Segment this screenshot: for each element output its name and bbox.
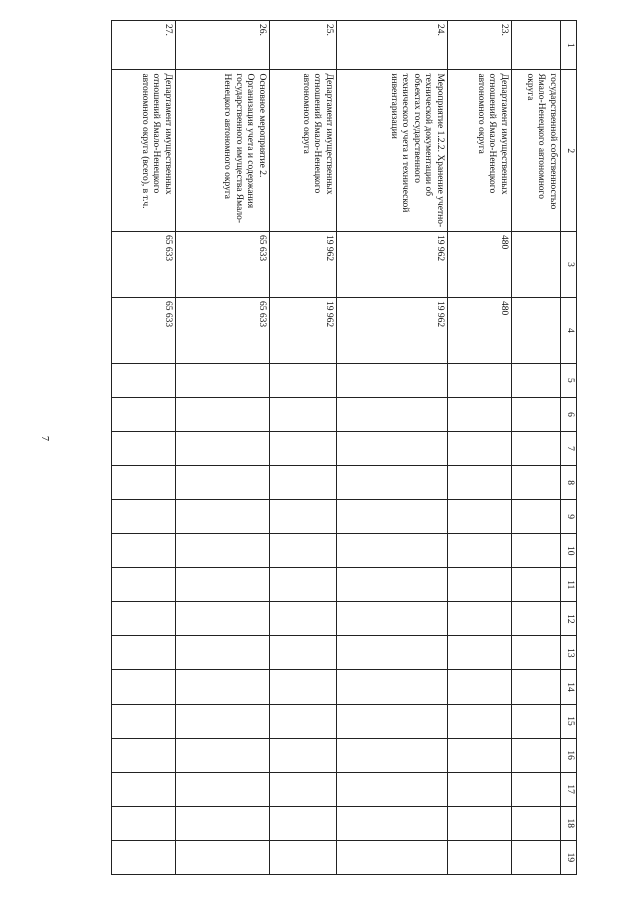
empty-cell: [512, 363, 561, 397]
column-header: 6: [561, 397, 577, 431]
empty-cell: [512, 806, 561, 840]
empty-cell: [337, 363, 448, 397]
empty-cell: [270, 806, 337, 840]
column-header: 11: [561, 568, 577, 602]
page-number: 7: [39, 436, 50, 441]
empty-cell: [337, 806, 448, 840]
cell-col3: 65 633: [112, 232, 176, 298]
empty-cell: [337, 432, 448, 466]
row-number: 23.: [448, 21, 512, 70]
empty-cell: [512, 466, 561, 500]
empty-cell: [112, 636, 176, 670]
column-header: 19: [561, 840, 577, 874]
column-header: 8: [561, 466, 577, 500]
empty-cell: [112, 772, 176, 806]
empty-cell: [337, 670, 448, 704]
empty-cell: [512, 500, 561, 534]
empty-cell: [176, 397, 270, 431]
row-number: 26.: [176, 21, 270, 70]
empty-cell: [176, 806, 270, 840]
empty-cell: [270, 466, 337, 500]
empty-cell: [270, 568, 337, 602]
rotated-table-container: [110, 20, 577, 875]
empty-cell: [270, 704, 337, 738]
empty-cell: [337, 704, 448, 738]
row-number: 24.: [337, 21, 448, 70]
column-header: 2: [561, 70, 577, 232]
empty-cell: [448, 670, 512, 704]
empty-cell: [337, 466, 448, 500]
empty-cell: [176, 704, 270, 738]
empty-cell: [176, 500, 270, 534]
empty-cell: [112, 534, 176, 568]
table-row: [337, 21, 448, 875]
column-header: 3: [561, 232, 577, 298]
empty-cell: [512, 568, 561, 602]
empty-cell: [176, 534, 270, 568]
empty-cell: [176, 602, 270, 636]
empty-cell: [512, 840, 561, 874]
empty-cell: [176, 636, 270, 670]
row-name: государственной собственностью Ямало-Ненецкого автономного округа: [512, 70, 561, 232]
budget-table: [111, 20, 577, 875]
empty-cell: [112, 602, 176, 636]
cell-col4: 65 633: [176, 297, 270, 363]
empty-cell: [112, 466, 176, 500]
empty-cell: [112, 806, 176, 840]
empty-cell: [448, 806, 512, 840]
row-number: [512, 21, 561, 70]
empty-cell: [176, 568, 270, 602]
table-row: [112, 21, 176, 875]
table-row: [270, 21, 337, 875]
cell-col4: 19 962: [270, 297, 337, 363]
empty-cell: [512, 670, 561, 704]
empty-cell: [448, 568, 512, 602]
empty-cell: [448, 534, 512, 568]
header-row: [561, 21, 577, 875]
empty-cell: [270, 432, 337, 466]
empty-cell: [512, 602, 561, 636]
cell-col4: 19 962: [337, 297, 448, 363]
column-header: 17: [561, 772, 577, 806]
empty-cell: [270, 534, 337, 568]
empty-cell: [112, 500, 176, 534]
empty-cell: [337, 636, 448, 670]
row-number: 25.: [270, 21, 337, 70]
empty-cell: [112, 568, 176, 602]
column-header: 14: [561, 670, 577, 704]
empty-cell: [112, 363, 176, 397]
empty-cell: [112, 738, 176, 772]
row-name: Мероприятие 1.2.2. Хранение учетно-технической документации об объектах государственного технического учета и технической инвентаризации: [337, 70, 448, 232]
empty-cell: [270, 500, 337, 534]
row-name: Департамент имущественных отношений Ямало-Ненецкого автономного округа: [448, 70, 512, 232]
row-name: Департамент имущественных отношений Ямало-Ненецкого автономного округа: [270, 70, 337, 232]
column-header: 5: [561, 363, 577, 397]
empty-cell: [448, 500, 512, 534]
empty-cell: [512, 636, 561, 670]
cell-col3: 480: [448, 232, 512, 298]
table-row: [176, 21, 270, 875]
column-header: 16: [561, 738, 577, 772]
cell-col3: [512, 232, 561, 298]
row-name: Основное мероприятие 2. Организация учета и содержания государственного имущества Ямало-Ненецкого автономного округа: [176, 70, 270, 232]
empty-cell: [337, 500, 448, 534]
empty-cell: [112, 397, 176, 431]
table-row: [448, 21, 512, 875]
cell-col4: [512, 297, 561, 363]
empty-cell: [176, 840, 270, 874]
empty-cell: [512, 772, 561, 806]
column-header: 7: [561, 432, 577, 466]
column-header: 4: [561, 297, 577, 363]
empty-cell: [448, 432, 512, 466]
empty-cell: [270, 772, 337, 806]
column-header: 15: [561, 704, 577, 738]
empty-cell: [112, 432, 176, 466]
empty-cell: [270, 363, 337, 397]
row-number: 27.: [112, 21, 176, 70]
empty-cell: [448, 840, 512, 874]
empty-cell: [337, 534, 448, 568]
empty-cell: [337, 772, 448, 806]
cell-col3: 19 962: [270, 232, 337, 298]
empty-cell: [176, 772, 270, 806]
cell-col3: 19 962: [337, 232, 448, 298]
table-row: [512, 21, 561, 875]
empty-cell: [337, 602, 448, 636]
empty-cell: [176, 670, 270, 704]
empty-cell: [337, 738, 448, 772]
column-header: 12: [561, 602, 577, 636]
empty-cell: [448, 738, 512, 772]
empty-cell: [112, 670, 176, 704]
column-header: 9: [561, 500, 577, 534]
empty-cell: [448, 636, 512, 670]
empty-cell: [176, 363, 270, 397]
empty-cell: [512, 432, 561, 466]
empty-cell: [448, 466, 512, 500]
row-name: Департамент имущественных отношений Ямало-Ненецкого автономного округа (всего), в т.ч.: [112, 70, 176, 232]
empty-cell: [176, 466, 270, 500]
empty-cell: [448, 772, 512, 806]
empty-cell: [112, 704, 176, 738]
empty-cell: [512, 397, 561, 431]
empty-cell: [337, 840, 448, 874]
empty-cell: [270, 738, 337, 772]
empty-cell: [448, 704, 512, 738]
column-header: 13: [561, 636, 577, 670]
empty-cell: [270, 670, 337, 704]
column-header: 1: [561, 21, 577, 70]
empty-cell: [448, 363, 512, 397]
empty-cell: [337, 397, 448, 431]
column-header: 18: [561, 806, 577, 840]
cell-col4: 65 633: [112, 297, 176, 363]
cell-col3: 65 633: [176, 232, 270, 298]
empty-cell: [270, 840, 337, 874]
empty-cell: [176, 738, 270, 772]
cell-col4: 480: [448, 297, 512, 363]
empty-cell: [270, 397, 337, 431]
empty-cell: [512, 738, 561, 772]
column-header: 10: [561, 534, 577, 568]
empty-cell: [270, 636, 337, 670]
empty-cell: [176, 432, 270, 466]
empty-cell: [512, 704, 561, 738]
empty-cell: [448, 397, 512, 431]
empty-cell: [512, 534, 561, 568]
empty-cell: [270, 602, 337, 636]
empty-cell: [112, 840, 176, 874]
empty-cell: [337, 568, 448, 602]
empty-cell: [448, 602, 512, 636]
